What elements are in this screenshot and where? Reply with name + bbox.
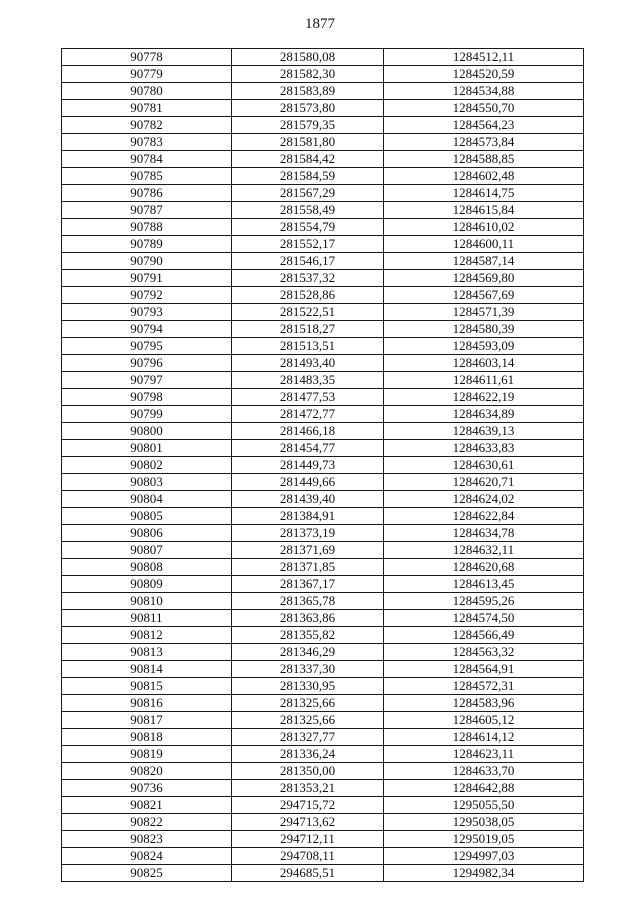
table-row [62,831,584,848]
x-coordinate-cell: 281337,30 [232,661,384,678]
y-coordinate-cell: 1284588,85 [384,151,584,168]
x-coordinate-cell: 281350,00 [232,763,384,780]
table-row [62,304,584,321]
point-number-cell: 90794 [62,321,232,338]
table-row [62,661,584,678]
table-row [62,270,584,287]
x-coordinate-cell: 281346,29 [232,644,384,661]
y-coordinate-cell: 1295038,05 [384,814,584,831]
x-coordinate-cell: 281558,49 [232,202,384,219]
table-row [62,763,584,780]
y-coordinate-cell: 1284564,23 [384,117,584,134]
table-row [62,151,584,168]
table-row [62,287,584,304]
table-row [62,678,584,695]
point-number-cell: 90803 [62,474,232,491]
y-coordinate-cell: 1284622,19 [384,389,584,406]
x-coordinate-cell: 294685,51 [232,865,384,882]
point-number-cell: 90796 [62,355,232,372]
table-row [62,440,584,457]
point-number-cell: 90814 [62,661,232,678]
y-coordinate-cell: 1284572,31 [384,678,584,695]
table-row [62,593,584,610]
point-number-cell: 90795 [62,338,232,355]
x-coordinate-cell: 281439,40 [232,491,384,508]
y-coordinate-cell: 1284615,84 [384,202,584,219]
point-number-cell: 90792 [62,287,232,304]
x-coordinate-cell: 281325,66 [232,712,384,729]
x-coordinate-cell: 281449,73 [232,457,384,474]
table-row [62,542,584,559]
y-coordinate-cell: 1284642,88 [384,780,584,797]
table-row [62,644,584,661]
point-number-cell: 90819 [62,746,232,763]
table-row [62,559,584,576]
x-coordinate-cell: 281573,80 [232,100,384,117]
y-coordinate-cell: 1284564,91 [384,661,584,678]
x-coordinate-cell: 281584,42 [232,151,384,168]
x-coordinate-cell: 281567,29 [232,185,384,202]
table-row [62,627,584,644]
x-coordinate-cell: 281584,59 [232,168,384,185]
point-number-cell: 90817 [62,712,232,729]
point-number-cell: 90789 [62,236,232,253]
table-row [62,321,584,338]
x-coordinate-cell: 281363,86 [232,610,384,627]
table-row [62,780,584,797]
y-coordinate-cell: 1284587,14 [384,253,584,270]
coordinates-table [61,48,584,882]
x-coordinate-cell: 281371,69 [232,542,384,559]
point-number-cell: 90784 [62,151,232,168]
table-row [62,746,584,763]
point-number-cell: 90816 [62,695,232,712]
point-number-cell: 90822 [62,814,232,831]
table-row [62,474,584,491]
point-number-cell: 90786 [62,185,232,202]
y-coordinate-cell: 1284622,84 [384,508,584,525]
y-coordinate-cell: 1284620,68 [384,559,584,576]
table-row [62,729,584,746]
x-coordinate-cell: 281528,86 [232,287,384,304]
y-coordinate-cell: 1284595,26 [384,593,584,610]
x-coordinate-cell: 281325,66 [232,695,384,712]
table-row [62,848,584,865]
x-coordinate-cell: 281353,21 [232,780,384,797]
point-number-cell: 90809 [62,576,232,593]
point-number-cell: 90820 [62,763,232,780]
table-row [62,508,584,525]
x-coordinate-cell: 294713,62 [232,814,384,831]
coordinates-table-body [62,49,584,882]
x-coordinate-cell: 281513,51 [232,338,384,355]
x-coordinate-cell: 281582,30 [232,66,384,83]
table-row [62,168,584,185]
point-number-cell: 90793 [62,304,232,321]
table-row [62,576,584,593]
point-number-cell: 90802 [62,457,232,474]
point-number-cell: 90736 [62,780,232,797]
table-row [62,423,584,440]
y-coordinate-cell: 1295055,50 [384,797,584,814]
table-row [62,525,584,542]
y-coordinate-cell: 1284512,11 [384,49,584,66]
y-coordinate-cell: 1284613,45 [384,576,584,593]
x-coordinate-cell: 281537,32 [232,270,384,287]
table-row [62,253,584,270]
table-row [62,49,584,66]
x-coordinate-cell: 281522,51 [232,304,384,321]
table-row [62,117,584,134]
point-number-cell: 90779 [62,66,232,83]
y-coordinate-cell: 1284563,32 [384,644,584,661]
y-coordinate-cell: 1284566,49 [384,627,584,644]
table-row [62,406,584,423]
point-number-cell: 90811 [62,610,232,627]
table-row [62,610,584,627]
y-coordinate-cell: 1284633,83 [384,440,584,457]
table-row [62,814,584,831]
point-number-cell: 90800 [62,423,232,440]
table-row [62,236,584,253]
y-coordinate-cell: 1284534,88 [384,83,584,100]
table-row [62,457,584,474]
y-coordinate-cell: 1284639,13 [384,423,584,440]
y-coordinate-cell: 1284593,09 [384,338,584,355]
y-coordinate-cell: 1294997,03 [384,848,584,865]
x-coordinate-cell: 281327,77 [232,729,384,746]
x-coordinate-cell: 281355,82 [232,627,384,644]
point-number-cell: 90781 [62,100,232,117]
x-coordinate-cell: 281546,17 [232,253,384,270]
y-coordinate-cell: 1295019,05 [384,831,584,848]
x-coordinate-cell: 294712,11 [232,831,384,848]
table-row [62,83,584,100]
table-row [62,355,584,372]
x-coordinate-cell: 281552,17 [232,236,384,253]
point-number-cell: 90823 [62,831,232,848]
page-number: 1877 [305,16,335,32]
table-row [62,372,584,389]
table-row [62,202,584,219]
table-row [62,338,584,355]
y-coordinate-cell: 1284634,89 [384,406,584,423]
point-number-cell: 90778 [62,49,232,66]
point-number-cell: 90785 [62,168,232,185]
y-coordinate-cell: 1284605,12 [384,712,584,729]
x-coordinate-cell: 281330,95 [232,678,384,695]
table-row [62,100,584,117]
x-coordinate-cell: 281371,85 [232,559,384,576]
x-coordinate-cell: 281472,77 [232,406,384,423]
y-coordinate-cell: 1284620,71 [384,474,584,491]
y-coordinate-cell: 1284623,11 [384,746,584,763]
point-number-cell: 90824 [62,848,232,865]
table-row [62,66,584,83]
point-number-cell: 90787 [62,202,232,219]
y-coordinate-cell: 1284633,70 [384,763,584,780]
table-row [62,219,584,236]
y-coordinate-cell: 1284573,84 [384,134,584,151]
point-number-cell: 90790 [62,253,232,270]
point-number-cell: 90799 [62,406,232,423]
point-number-cell: 90783 [62,134,232,151]
y-coordinate-cell: 1284550,70 [384,100,584,117]
x-coordinate-cell: 281579,35 [232,117,384,134]
y-coordinate-cell: 1284632,11 [384,542,584,559]
y-coordinate-cell: 1284614,12 [384,729,584,746]
y-coordinate-cell: 1284580,39 [384,321,584,338]
point-number-cell: 90805 [62,508,232,525]
y-coordinate-cell: 1284583,96 [384,695,584,712]
y-coordinate-cell: 1284569,80 [384,270,584,287]
y-coordinate-cell: 1284571,39 [384,304,584,321]
x-coordinate-cell: 281554,79 [232,219,384,236]
x-coordinate-cell: 281477,53 [232,389,384,406]
x-coordinate-cell: 281580,08 [232,49,384,66]
point-number-cell: 90821 [62,797,232,814]
point-number-cell: 90797 [62,372,232,389]
point-number-cell: 90813 [62,644,232,661]
table-row [62,134,584,151]
x-coordinate-cell: 294715,72 [232,797,384,814]
table-row [62,797,584,814]
point-number-cell: 90782 [62,117,232,134]
point-number-cell: 90804 [62,491,232,508]
x-coordinate-cell: 281367,17 [232,576,384,593]
y-coordinate-cell: 1284614,75 [384,185,584,202]
y-coordinate-cell: 1284634,78 [384,525,584,542]
table-row [62,712,584,729]
y-coordinate-cell: 1284600,11 [384,236,584,253]
point-number-cell: 90812 [62,627,232,644]
x-coordinate-cell: 281365,78 [232,593,384,610]
x-coordinate-cell: 281454,77 [232,440,384,457]
point-number-cell: 90815 [62,678,232,695]
x-coordinate-cell: 281384,91 [232,508,384,525]
x-coordinate-cell: 281483,35 [232,372,384,389]
x-coordinate-cell: 281583,89 [232,83,384,100]
table-row [62,389,584,406]
x-coordinate-cell: 281336,24 [232,746,384,763]
point-number-cell: 90807 [62,542,232,559]
x-coordinate-cell: 281518,27 [232,321,384,338]
table-row [62,695,584,712]
x-coordinate-cell: 281493,40 [232,355,384,372]
point-number-cell: 90818 [62,729,232,746]
y-coordinate-cell: 1294982,34 [384,865,584,882]
point-number-cell: 90808 [62,559,232,576]
point-number-cell: 90806 [62,525,232,542]
table-row [62,865,584,882]
x-coordinate-cell: 281449,66 [232,474,384,491]
x-coordinate-cell: 281581,80 [232,134,384,151]
x-coordinate-cell: 281466,18 [232,423,384,440]
point-number-cell: 90798 [62,389,232,406]
point-number-cell: 90825 [62,865,232,882]
point-number-cell: 90801 [62,440,232,457]
x-coordinate-cell: 281373,19 [232,525,384,542]
table-row [62,491,584,508]
y-coordinate-cell: 1284630,61 [384,457,584,474]
y-coordinate-cell: 1284520,59 [384,66,584,83]
point-number-cell: 90788 [62,219,232,236]
y-coordinate-cell: 1284610,02 [384,219,584,236]
y-coordinate-cell: 1284624,02 [384,491,584,508]
y-coordinate-cell: 1284603,14 [384,355,584,372]
point-number-cell: 90791 [62,270,232,287]
x-coordinate-cell: 294708,11 [232,848,384,865]
y-coordinate-cell: 1284567,69 [384,287,584,304]
point-number-cell: 90780 [62,83,232,100]
y-coordinate-cell: 1284574,50 [384,610,584,627]
table-row [62,185,584,202]
y-coordinate-cell: 1284611,61 [384,372,584,389]
point-number-cell: 90810 [62,593,232,610]
y-coordinate-cell: 1284602,48 [384,168,584,185]
